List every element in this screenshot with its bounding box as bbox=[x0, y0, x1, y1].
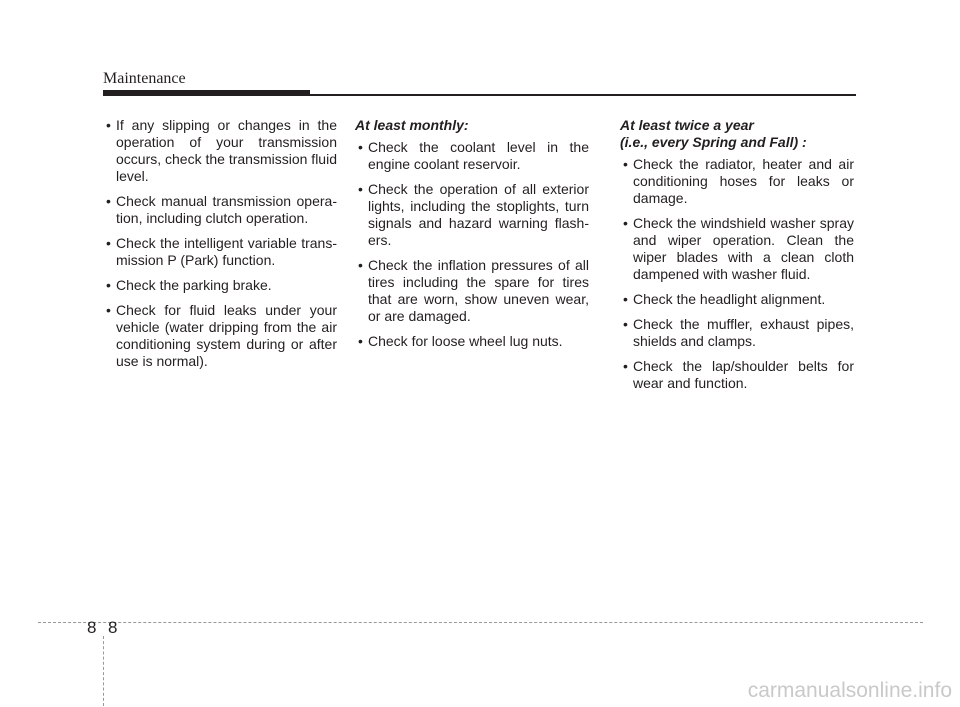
list-item: • Check the radiator, heater and air conditioning hoses for leaks or damage. bbox=[620, 156, 854, 207]
footer-dashed-rule bbox=[38, 622, 923, 623]
chapter-number: 8 bbox=[87, 618, 97, 637]
list-item: • Check for fluid leaks under your vehicle (water dripping from the air conditioning system during or after use is normal). bbox=[103, 302, 337, 370]
footer-vertical-rule bbox=[103, 636, 104, 706]
list-item: • Check the headlight alignment. bbox=[620, 291, 854, 308]
section-heading-line: (i.e., every Spring and Fall) : bbox=[620, 134, 807, 150]
column-1 bbox=[103, 117, 337, 378]
section-heading-twice-a-year bbox=[620, 117, 854, 151]
list-item: • Check the lap/shoulder belts for wear and function. bbox=[620, 358, 854, 392]
list-item: • Check the operation of all exterior lights, including the stoplights, turn signals and hazard warning flash- ers. bbox=[355, 181, 589, 249]
list-item: • If any slipping or changes in the operation of your transmission occurs, check the transmission fluid level. bbox=[103, 117, 337, 185]
list-item: • Check the coolant level in the engine coolant reservoir. bbox=[355, 139, 589, 173]
column-2 bbox=[355, 117, 589, 358]
list-item: • Check the parking brake. bbox=[103, 277, 337, 294]
section-heading-line: At least monthly: bbox=[355, 117, 469, 133]
page-number: 8 bbox=[108, 618, 118, 637]
list-item: • Check the muffler, exhaust pipes, shields and clamps. bbox=[620, 316, 854, 350]
section-heading-line: At least twice a year bbox=[620, 117, 754, 133]
list-item: • Check the inflation pressures of all tires including the spare for tires that are worn, show uneven wear, or are damaged. bbox=[355, 257, 589, 325]
section-heading-monthly bbox=[355, 117, 589, 134]
list-item: • Check the intelligent variable trans- mission P (Park) function. bbox=[103, 235, 337, 269]
bullet-list-1 bbox=[103, 117, 337, 370]
bullet-list-2 bbox=[355, 139, 589, 350]
column-3 bbox=[620, 117, 854, 400]
page-header-title: Maintenance bbox=[103, 70, 186, 87]
list-item: • Check the windshield washer spray and wiper operation. Clean the wiper blades with a clean cloth dampened with washer fluid. bbox=[620, 215, 854, 283]
bullet-list-3 bbox=[620, 156, 854, 392]
list-item: • Check for loose wheel lug nuts. bbox=[355, 333, 589, 350]
header-rule bbox=[103, 94, 856, 96]
watermark-text: carmanualsonline.info bbox=[747, 679, 952, 702]
list-item: • Check manual transmission opera- tion, including clutch operation. bbox=[103, 193, 337, 227]
